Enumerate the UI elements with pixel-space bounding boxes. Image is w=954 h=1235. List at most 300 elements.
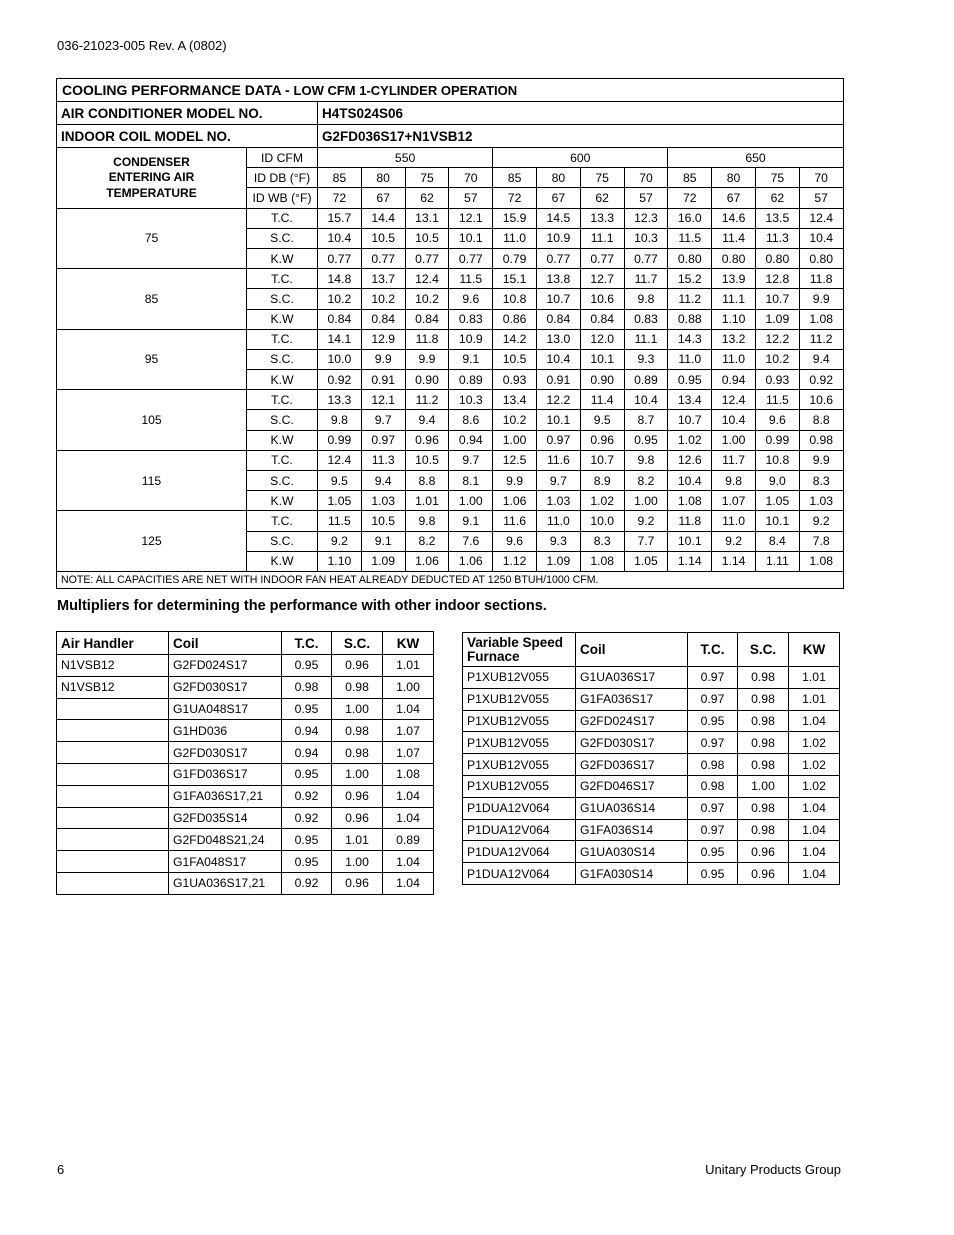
air-handler-cell: 0.96: [332, 807, 383, 829]
performance-value: 0.96: [580, 430, 624, 450]
performance-value: 9.9: [361, 349, 405, 369]
furnace-cell: 1.02: [789, 754, 840, 776]
furnace-cell: 0.96: [738, 863, 789, 885]
air-handler-cell: 0.98: [332, 720, 383, 742]
performance-value: 9.2: [318, 531, 362, 551]
performance-value: 11.3: [755, 228, 799, 248]
performance-value: 0.77: [580, 248, 624, 268]
performance-value: 11.3: [361, 450, 405, 470]
performance-value: 9.7: [361, 410, 405, 430]
furnace-cell: 1.04: [789, 819, 840, 841]
performance-value: 7.7: [624, 531, 668, 551]
performance-value: 10.7: [536, 289, 580, 309]
performance-value: 11.2: [668, 289, 712, 309]
performance-value: 10.6: [580, 289, 624, 309]
furnace-cell: 0.98: [738, 688, 789, 710]
performance-value: 11.0: [536, 511, 580, 531]
performance-value: 14.5: [536, 208, 580, 228]
performance-value: 12.7: [580, 269, 624, 289]
performance-value: 9.2: [799, 511, 843, 531]
performance-row: [57, 511, 844, 531]
air-handler-cell: 0.98: [282, 676, 332, 698]
performance-value: 9.9: [493, 471, 537, 491]
performance-value: 12.4: [318, 450, 362, 470]
performance-value: 11.4: [712, 228, 756, 248]
air-handler-cell: G2FD035S14: [169, 807, 282, 829]
metric-label: K.W: [247, 430, 318, 450]
metric-label: T.C.: [247, 329, 318, 349]
air-handler-cell: 1.00: [332, 763, 383, 785]
performance-value: 0.79: [493, 248, 537, 268]
performance-value: 10.3: [449, 390, 493, 410]
performance-value: 1.07: [712, 491, 756, 511]
performance-value: 0.95: [624, 430, 668, 450]
page-number: 6: [57, 1162, 65, 1177]
performance-value: 9.4: [405, 410, 449, 430]
ac-model-value: H4TS024S06: [318, 102, 844, 125]
performance-value: 14.2: [493, 329, 537, 349]
cfm-header: 550: [318, 148, 493, 168]
performance-value: 11.1: [580, 228, 624, 248]
indoor-coil-label: INDOOR COIL MODEL NO.: [57, 125, 318, 148]
performance-value: 13.0: [536, 329, 580, 349]
furnace-cell: 0.98: [738, 732, 789, 754]
id-wb-value: 57: [624, 188, 668, 208]
id-db-value: 80: [536, 168, 580, 188]
furnace-cell: G2FD046S17: [576, 775, 688, 797]
air-handler-header: Coil: [169, 632, 282, 655]
performance-value: 10.2: [755, 349, 799, 369]
air-handler-cell: 0.95: [282, 763, 332, 785]
condenser-temp: 85: [57, 269, 247, 330]
performance-value: 9.8: [624, 289, 668, 309]
metric-label: T.C.: [247, 450, 318, 470]
furnace-cell: 1.01: [789, 667, 840, 689]
performance-value: 13.9: [712, 269, 756, 289]
performance-value: 15.1: [493, 269, 537, 289]
performance-value: 13.7: [361, 269, 405, 289]
performance-value: 10.0: [318, 349, 362, 369]
table-row: [57, 676, 434, 698]
performance-value: 10.4: [536, 349, 580, 369]
performance-value: 1.09: [536, 551, 580, 571]
performance-value: 8.7: [624, 410, 668, 430]
air-handler-header: KW: [383, 632, 434, 655]
performance-value: 9.6: [493, 531, 537, 551]
performance-value: 10.4: [668, 471, 712, 491]
performance-value: 9.8: [405, 511, 449, 531]
furnace-cell: 1.00: [738, 775, 789, 797]
performance-value: 13.4: [668, 390, 712, 410]
performance-value: 13.4: [493, 390, 537, 410]
condenser-temp: 115: [57, 450, 247, 511]
id-db-value: 75: [755, 168, 799, 188]
performance-value: 13.1: [405, 208, 449, 228]
performance-value: 10.5: [405, 450, 449, 470]
performance-value: 9.4: [799, 349, 843, 369]
furnace-cell: 0.97: [688, 732, 738, 754]
table-row: [57, 872, 434, 894]
air-handler-cell: 0.95: [282, 655, 332, 677]
air-handler-cell: 1.00: [383, 676, 434, 698]
performance-value: 10.1: [536, 410, 580, 430]
air-handler-cell: [57, 872, 169, 894]
performance-value: 14.4: [361, 208, 405, 228]
performance-value: 0.80: [712, 248, 756, 268]
air-handler-cell: [57, 807, 169, 829]
performance-value: 9.7: [449, 450, 493, 470]
furnace-cell: 1.04: [789, 710, 840, 732]
performance-value: 0.77: [536, 248, 580, 268]
table-row: [57, 763, 434, 785]
furnace-cell: 1.02: [789, 732, 840, 754]
air-handler-cell: 1.07: [383, 742, 434, 764]
performance-value: 1.08: [799, 309, 843, 329]
performance-value: 0.86: [493, 309, 537, 329]
performance-value: 10.3: [624, 228, 668, 248]
performance-value: 10.4: [624, 390, 668, 410]
performance-value: 11.5: [318, 511, 362, 531]
furnace-cell: P1DUA12V064: [463, 819, 576, 841]
id-wb-value: 72: [493, 188, 537, 208]
performance-value: 10.4: [318, 228, 362, 248]
performance-value: 7.8: [799, 531, 843, 551]
performance-value: 11.5: [449, 269, 493, 289]
performance-value: 1.02: [580, 491, 624, 511]
performance-value: 0.94: [449, 430, 493, 450]
performance-value: 0.92: [799, 370, 843, 390]
furnace-cell: P1XUB12V055: [463, 688, 576, 710]
furnace-cell: G1FA036S17: [576, 688, 688, 710]
performance-value: 0.77: [361, 248, 405, 268]
air-handler-cell: 0.92: [282, 807, 332, 829]
air-handler-header: S.C.: [332, 632, 383, 655]
metric-label: S.C.: [247, 531, 318, 551]
condenser-temp: 125: [57, 511, 247, 572]
performance-value: 0.89: [449, 370, 493, 390]
performance-value: 12.3: [624, 208, 668, 228]
performance-value: 0.84: [318, 309, 362, 329]
table-row: [463, 797, 840, 819]
metric-label: K.W: [247, 370, 318, 390]
id-wb-value: 72: [668, 188, 712, 208]
metric-label: K.W: [247, 309, 318, 329]
air-handler-cell: 0.96: [332, 872, 383, 894]
performance-value: 0.84: [580, 309, 624, 329]
id-db-value: 70: [799, 168, 843, 188]
performance-value: 1.05: [755, 491, 799, 511]
performance-value: 10.1: [668, 531, 712, 551]
performance-value: 9.1: [449, 349, 493, 369]
table-row: [57, 720, 434, 742]
table-row: [57, 698, 434, 720]
air-handler-cell: [57, 829, 169, 851]
id-db-value: 75: [405, 168, 449, 188]
furnace-cell: P1XUB12V055: [463, 667, 576, 689]
performance-value: 0.80: [755, 248, 799, 268]
furnace-cell: 0.97: [688, 797, 738, 819]
furnace-multipliers-table: [462, 632, 840, 885]
furnace-cell: 1.04: [789, 797, 840, 819]
air-handler-cell: [57, 720, 169, 742]
performance-value: 1.03: [361, 491, 405, 511]
performance-value: 0.97: [536, 430, 580, 450]
metric-label: K.W: [247, 551, 318, 571]
table-row: [463, 863, 840, 885]
performance-value: 11.8: [668, 511, 712, 531]
table-row: [57, 655, 434, 677]
performance-value: 1.08: [799, 551, 843, 571]
performance-value: 9.3: [624, 349, 668, 369]
furnace-cell: P1XUB12V055: [463, 775, 576, 797]
air-handler-cell: 0.95: [282, 851, 332, 873]
id-db-value: 70: [624, 168, 668, 188]
furnace-cell: G1FA036S14: [576, 819, 688, 841]
table-row: [463, 688, 840, 710]
multipliers-heading: Multipliers for determining the performance with other indoor sections.: [57, 598, 547, 614]
air-handler-header: T.C.: [282, 632, 332, 655]
performance-value: 9.1: [449, 511, 493, 531]
air-handler-cell: 0.98: [332, 676, 383, 698]
performance-value: 0.98: [799, 430, 843, 450]
air-handler-cell: 1.04: [383, 872, 434, 894]
furnace-header: S.C.: [738, 633, 789, 667]
document-number: 036-21023-005 Rev. A (0802): [57, 38, 227, 53]
air-handler-cell: 1.01: [383, 655, 434, 677]
performance-value: 10.5: [405, 228, 449, 248]
metric-label: T.C.: [247, 511, 318, 531]
metric-label: T.C.: [247, 208, 318, 228]
performance-value: 10.2: [318, 289, 362, 309]
performance-value: 8.3: [799, 471, 843, 491]
performance-value: 1.11: [755, 551, 799, 571]
furnace-cell: 1.01: [789, 688, 840, 710]
id-wb-value: 57: [449, 188, 493, 208]
performance-value: 8.6: [449, 410, 493, 430]
performance-value: 12.2: [755, 329, 799, 349]
air-handler-cell: 0.96: [332, 655, 383, 677]
performance-value: 13.3: [318, 390, 362, 410]
performance-value: 9.2: [712, 531, 756, 551]
metric-label: S.C.: [247, 349, 318, 369]
table-row: [57, 807, 434, 829]
performance-value: 15.7: [318, 208, 362, 228]
performance-value: 0.83: [449, 309, 493, 329]
condenser-temp: 75: [57, 208, 247, 269]
performance-value: 12.1: [449, 208, 493, 228]
performance-value: 15.2: [668, 269, 712, 289]
performance-value: 1.10: [712, 309, 756, 329]
furnace-cell: 0.98: [738, 667, 789, 689]
performance-value: 11.1: [712, 289, 756, 309]
id-wb-value: 67: [712, 188, 756, 208]
furnace-header: T.C.: [688, 633, 738, 667]
air-handler-cell: G2FD024S17: [169, 655, 282, 677]
air-handler-cell: G1HD036: [169, 720, 282, 742]
air-handler-cell: 0.92: [282, 872, 332, 894]
performance-row: [57, 329, 844, 349]
performance-value: 0.91: [361, 370, 405, 390]
furnace-cell: 1.04: [789, 863, 840, 885]
performance-value: 14.6: [712, 208, 756, 228]
performance-value: 8.2: [624, 471, 668, 491]
performance-value: 11.5: [668, 228, 712, 248]
furnace-cell: 0.97: [688, 688, 738, 710]
company-name: Unitary Products Group: [705, 1162, 841, 1177]
indoor-coil-value: G2FD036S17+N1VSB12: [318, 125, 844, 148]
id-wb-value: 62: [580, 188, 624, 208]
performance-value: 10.7: [580, 450, 624, 470]
air-handler-cell: 0.96: [332, 785, 383, 807]
air-handler-cell: G1UA036S17,21: [169, 872, 282, 894]
performance-row: [57, 450, 844, 470]
table-row: [463, 819, 840, 841]
furnace-cell: G1FA030S14: [576, 863, 688, 885]
id-cfm-label: ID CFM: [247, 148, 318, 168]
air-handler-cell: 1.04: [383, 851, 434, 873]
furnace-header: KW: [789, 633, 840, 667]
id-db-value: 75: [580, 168, 624, 188]
performance-value: 0.95: [668, 370, 712, 390]
air-handler-header: Air Handler: [57, 632, 169, 655]
performance-value: 9.6: [755, 410, 799, 430]
air-handler-cell: 1.04: [383, 785, 434, 807]
performance-value: 1.06: [405, 551, 449, 571]
performance-value: 8.2: [405, 531, 449, 551]
condenser-air-label: CONDENSER ENTERING AIR TEMPERATURE: [57, 148, 247, 209]
performance-value: 1.02: [668, 430, 712, 450]
performance-value: 0.83: [624, 309, 668, 329]
air-handler-cell: G1FA036S17,21: [169, 785, 282, 807]
performance-value: 0.77: [405, 248, 449, 268]
performance-value: 13.5: [755, 208, 799, 228]
air-handler-cell: G1FA048S17: [169, 851, 282, 873]
performance-value: 0.93: [755, 370, 799, 390]
performance-value: 10.1: [755, 511, 799, 531]
furnace-cell: G2FD036S17: [576, 754, 688, 776]
metric-label: T.C.: [247, 390, 318, 410]
metric-label: S.C.: [247, 289, 318, 309]
performance-value: 10.5: [493, 349, 537, 369]
performance-value: 10.4: [712, 410, 756, 430]
condenser-temp: 95: [57, 329, 247, 390]
furnace-header: Variable Speed Furnace: [463, 633, 576, 667]
air-handler-cell: N1VSB12: [57, 676, 169, 698]
table-row: [57, 851, 434, 873]
performance-value: 0.88: [668, 309, 712, 329]
table-row: [463, 841, 840, 863]
performance-value: 12.9: [361, 329, 405, 349]
id-wb-value: 62: [755, 188, 799, 208]
performance-row: [57, 269, 844, 289]
performance-value: 10.8: [755, 450, 799, 470]
air-handler-cell: 0.89: [383, 829, 434, 851]
performance-value: 1.00: [449, 491, 493, 511]
furnace-cell: P1XUB12V055: [463, 710, 576, 732]
performance-value: 9.5: [318, 471, 362, 491]
performance-value: 0.80: [799, 248, 843, 268]
id-wb-label: ID WB (°F): [247, 188, 318, 208]
performance-value: 14.8: [318, 269, 362, 289]
cfm-header: 650: [668, 148, 843, 168]
air-handler-cell: 0.94: [282, 720, 332, 742]
table-row: [57, 785, 434, 807]
performance-value: 12.6: [668, 450, 712, 470]
table-row: [463, 710, 840, 732]
performance-value: 9.8: [712, 471, 756, 491]
id-db-value: 70: [449, 168, 493, 188]
performance-value: 10.2: [493, 410, 537, 430]
performance-value: 0.99: [318, 430, 362, 450]
furnace-cell: 0.98: [738, 754, 789, 776]
performance-value: 0.89: [624, 370, 668, 390]
performance-value: 9.1: [361, 531, 405, 551]
id-wb-value: 67: [361, 188, 405, 208]
performance-value: 0.99: [755, 430, 799, 450]
performance-value: 10.0: [580, 511, 624, 531]
metric-label: S.C.: [247, 410, 318, 430]
id-db-label: ID DB (°F): [247, 168, 318, 188]
furnace-cell: 0.98: [738, 819, 789, 841]
air-handler-cell: 0.95: [282, 698, 332, 720]
air-handler-cell: 0.98: [332, 742, 383, 764]
performance-value: 9.5: [580, 410, 624, 430]
performance-value: 0.90: [405, 370, 449, 390]
air-handler-cell: G2FD030S17: [169, 742, 282, 764]
air-handler-cell: 1.07: [383, 720, 434, 742]
performance-value: 9.9: [405, 349, 449, 369]
performance-value: 10.2: [361, 289, 405, 309]
air-handler-cell: [57, 742, 169, 764]
performance-value: 1.14: [668, 551, 712, 571]
performance-value: 13.8: [536, 269, 580, 289]
ac-model-label: AIR CONDITIONER MODEL NO.: [57, 102, 318, 125]
performance-value: 1.14: [712, 551, 756, 571]
performance-value: 11.0: [712, 511, 756, 531]
performance-value: 1.06: [493, 491, 537, 511]
metric-label: T.C.: [247, 269, 318, 289]
performance-value: 11.5: [755, 390, 799, 410]
furnace-cell: 0.97: [688, 667, 738, 689]
performance-value: 9.8: [318, 410, 362, 430]
performance-value: 9.9: [799, 450, 843, 470]
performance-value: 12.8: [755, 269, 799, 289]
performance-value: 10.2: [405, 289, 449, 309]
performance-value: 8.4: [755, 531, 799, 551]
id-db-value: 85: [493, 168, 537, 188]
table-row: [463, 754, 840, 776]
performance-value: 11.2: [799, 329, 843, 349]
air-handler-cell: G2FD048S21,24: [169, 829, 282, 851]
performance-value: 8.8: [799, 410, 843, 430]
metric-label: S.C.: [247, 228, 318, 248]
performance-value: 0.77: [318, 248, 362, 268]
furnace-cell: 0.96: [738, 841, 789, 863]
performance-value: 14.1: [318, 329, 362, 349]
performance-value: 1.08: [580, 551, 624, 571]
performance-row: [57, 208, 844, 228]
furnace-cell: 0.98: [688, 775, 738, 797]
performance-value: 11.4: [580, 390, 624, 410]
air-handler-cell: [57, 785, 169, 807]
performance-value: 0.91: [536, 370, 580, 390]
performance-value: 11.7: [712, 450, 756, 470]
performance-value: 1.00: [712, 430, 756, 450]
performance-value: 7.6: [449, 531, 493, 551]
performance-value: 10.5: [361, 228, 405, 248]
performance-value: 10.7: [668, 410, 712, 430]
air-handler-cell: 0.94: [282, 742, 332, 764]
